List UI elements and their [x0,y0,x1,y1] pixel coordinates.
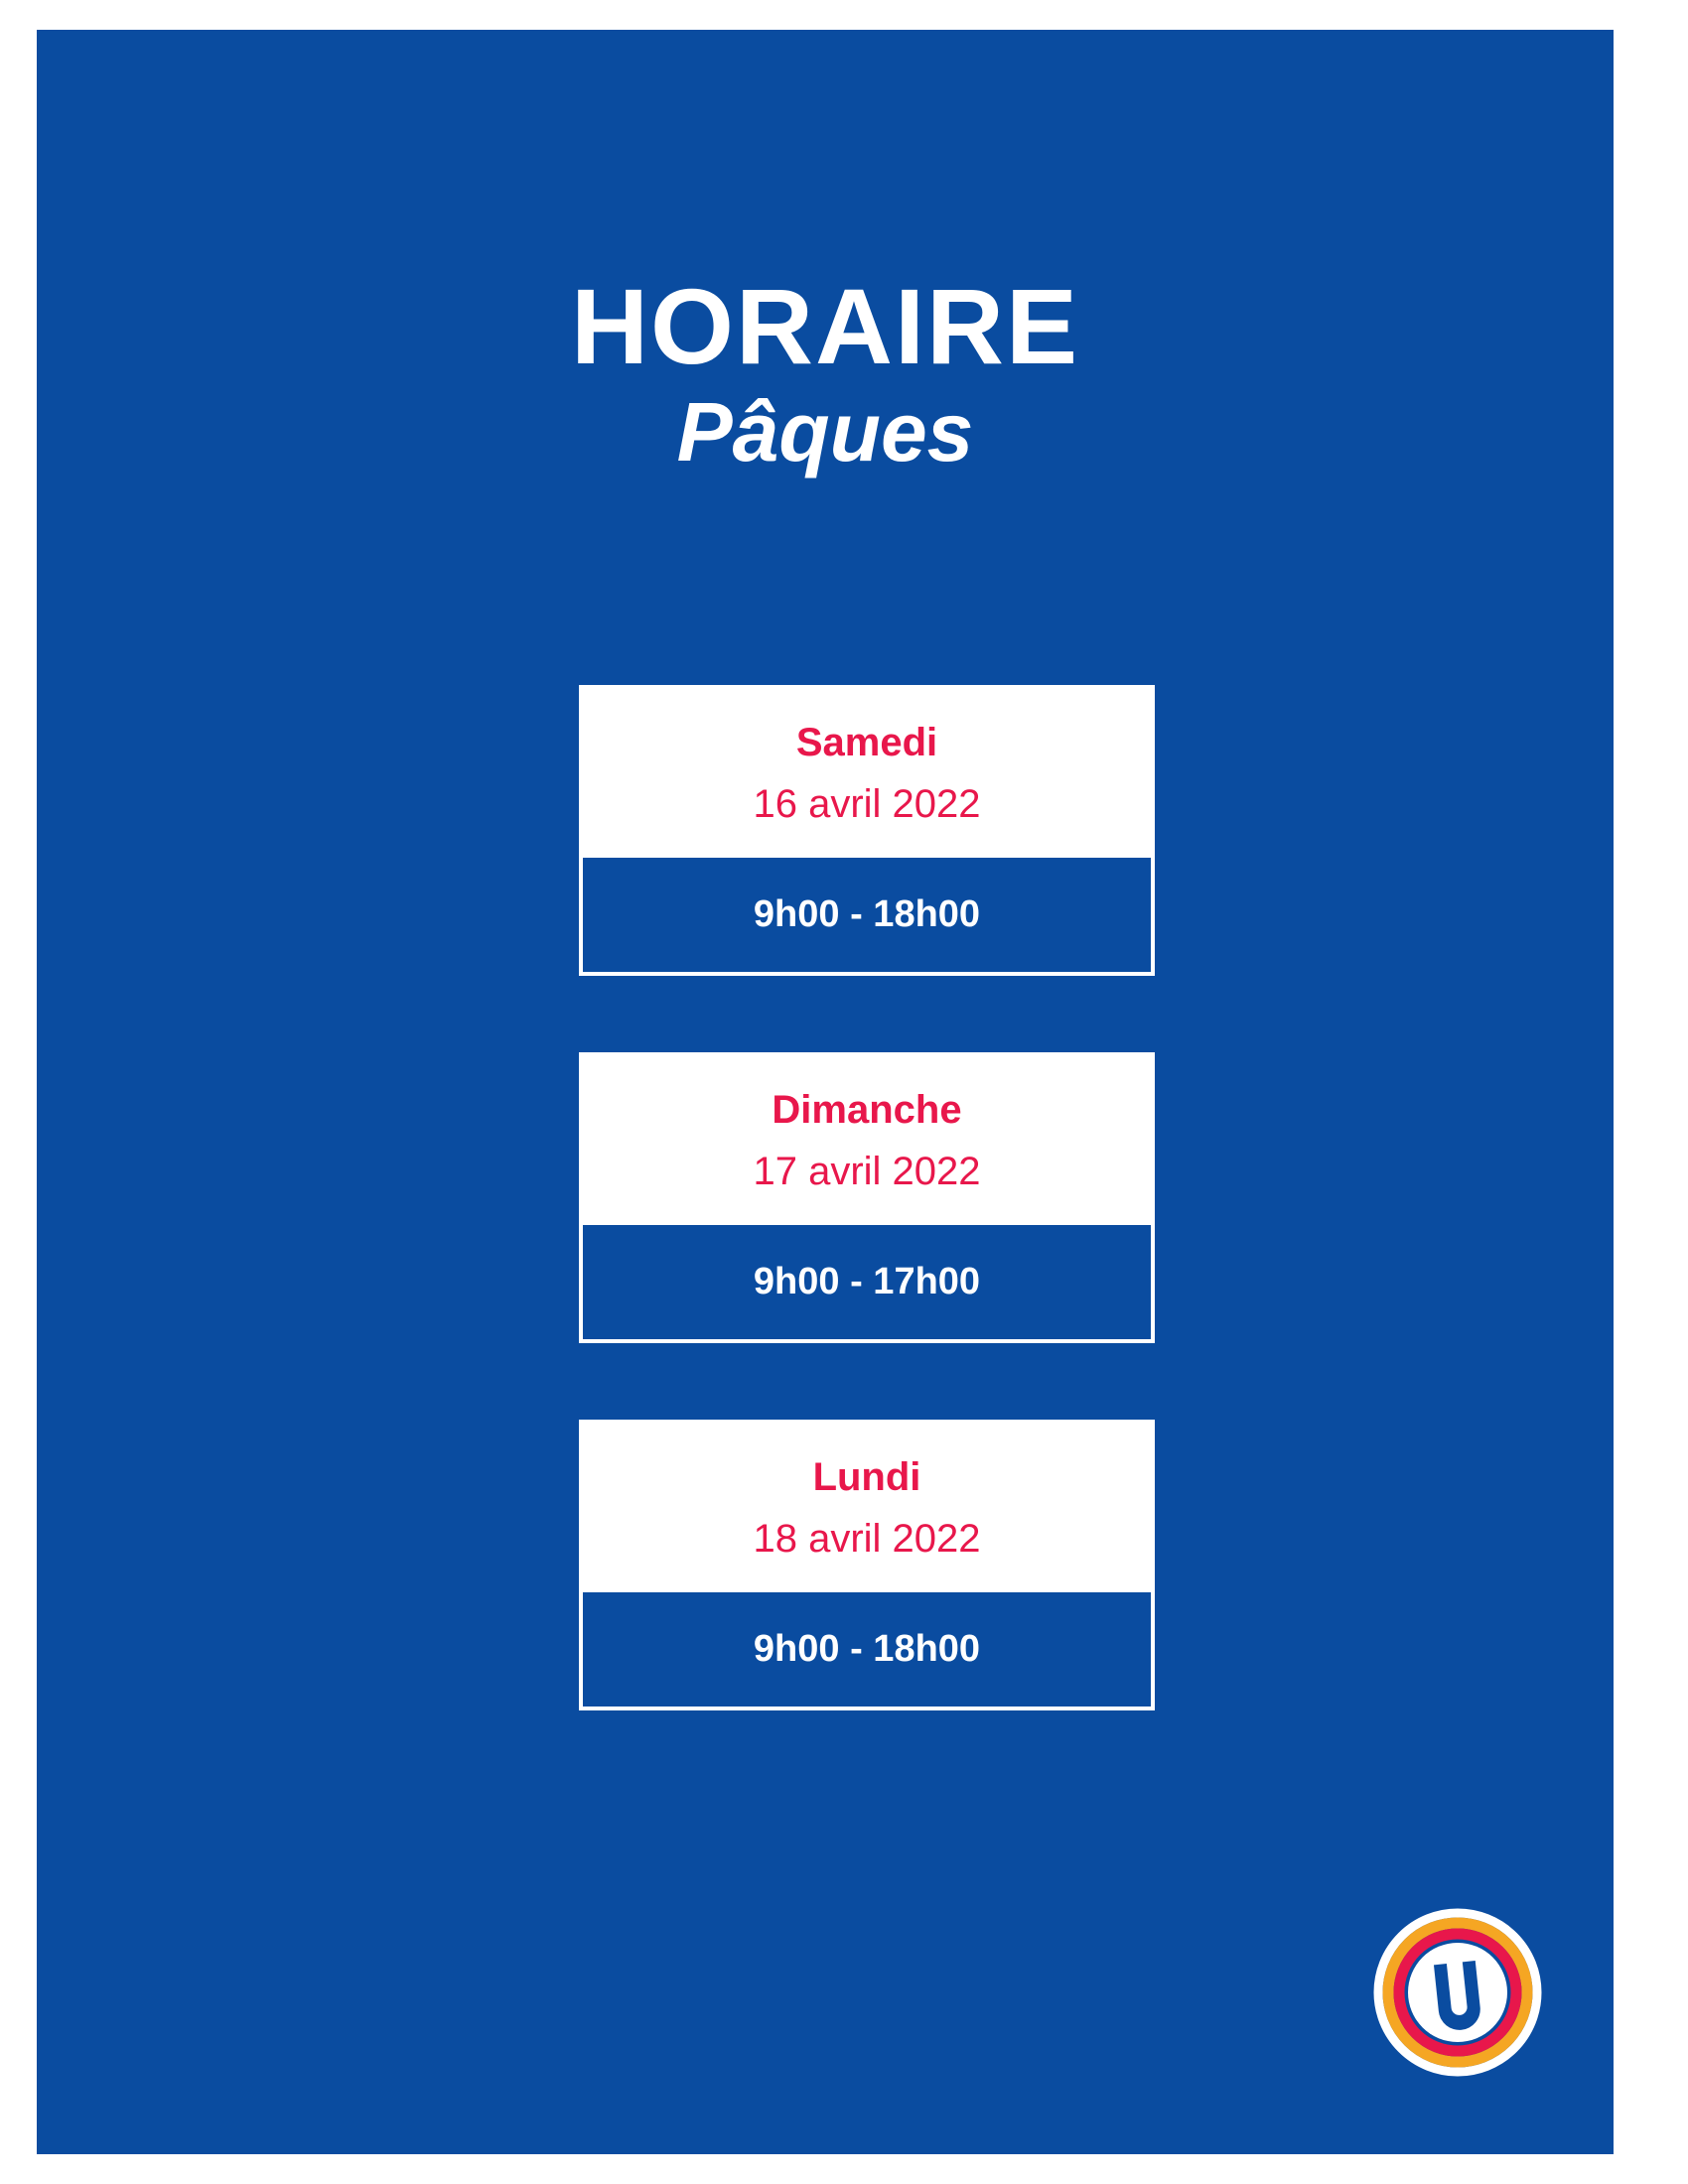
page-subtitle: Pâques [676,385,974,478]
schedule-day: Samedi [795,721,938,764]
poster [37,30,1614,2154]
schedule-date: 16 avril 2022 [753,782,981,826]
schedule-card-header [583,1056,1151,1221]
schedule-card-header [583,689,1151,854]
title-block [37,266,1614,484]
schedule-card [579,1052,1155,1343]
schedule-list [579,685,1155,1710]
schedule-hours: 9h00 - 18h00 [583,1588,1151,1706]
schedule-card-header [583,1424,1151,1588]
schedule-card [579,1420,1155,1710]
schedule-hours: 9h00 - 17h00 [583,1221,1151,1339]
u-logo [1373,1908,1542,2077]
schedule-day: Dimanche [772,1088,962,1132]
schedule-day: Lundi [812,1455,921,1499]
page-title: HORAIRE [570,266,1080,386]
schedule-date: 18 avril 2022 [753,1517,981,1561]
schedule-card [579,685,1155,976]
schedule-date: 17 avril 2022 [753,1150,981,1193]
schedule-hours: 9h00 - 18h00 [583,854,1151,972]
